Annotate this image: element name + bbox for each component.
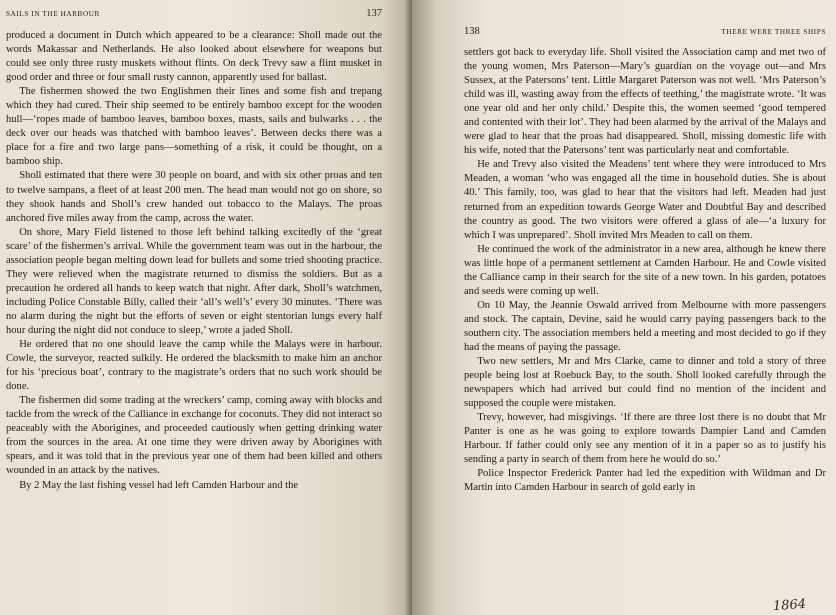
paragraph: He and Trevy also visited the Meadens’ tent where they were introduced to Mrs Meaden, a woman ‘who was engaged all the time in household duties. She is about 40.’ This family, too, was glad to hear that the visitors had left. Meaden had just returned from an expedition towards George Water and Doubtful Bay and described the country as good. The two visitors were offered a glass of ale—‘a luxury for which I was unprepared’. Sholl invited Mrs Meaden to call on them. bbox=[464, 159, 826, 241]
paragraph: settlers got back to everyday life. Sholl visited the Association camp and met two of the young women, Mrs Paterson—Mary’s guardian on the voyage out—and Mrs Sussex, at the Patersons’ tent. Little Margaret Paterson was not well. ‘Mrs Paterson’s child was ill, wasting away from the effects of teething,’ the magistrate wrote. ‘It was one year old and her only child.’ Despite this, the women seemed ‘good tempered and contented with their lot’. They had been alarmed by the arrival of the Malays and were glad to hear that the proas had disappeared. Sholl, missing domestic life with his wife, noted that the Patersons’ tent was particularly neat and comfortable. bbox=[464, 47, 826, 157]
paragraph: Sholl estimated that there were 30 people on board, and with six other proas and ten to twelve sampans, a fleet of at least 200 men. The head man would not go on shore, so they shook hands and Sholl’s crew handed out tobacco to the Malays. The proas anchored five miles away from the camp, across the water. bbox=[6, 170, 382, 224]
paragraph: The fishermen showed the two Englishmen their lines and some fish and trepang which they had cured. Their ship seemed to be entirely bamboo except for the wooden hull—‘ropes made of bamboo leaves, bamboo boxes, masts, sails and bulwarks . . . the deck over our heads was thatched with bamboo leaves’. Between decks there was a place for a fire and two large pans—something of a risk, it could be thought, on a bamboo ship. bbox=[6, 86, 382, 168]
right-page-number: 138 bbox=[464, 26, 480, 37]
paragraph: He continued the work of the administrator in a new area, although he knew there was little hope of a permanent settlement at Camden Harbour. He and Cowle visited the Calliance camp in their search for the site of a new town. In his garden, potatoes and seeds were coming up well. bbox=[464, 243, 826, 297]
left-body-text bbox=[6, 29, 382, 493]
left-running-head: SAILS IN THE HARBOUR bbox=[6, 10, 100, 18]
left-page bbox=[0, 0, 412, 615]
paragraph: By 2 May the last fishing vessel had left Camden Harbour and the bbox=[19, 479, 299, 491]
right-page bbox=[412, 0, 836, 615]
left-running-header bbox=[6, 8, 382, 26]
paragraph: produced a document in Dutch which appeared to be a clearance: Sholl made out the words Makassar and Netherlands. He also looked about elsewhere for weapons but could see only three rusty muskets without flints. On deck Trevy saw a flint musket in good order and three or four small rusty cannon, apparently used for ballast. bbox=[6, 30, 382, 84]
paragraph: He ordered that no one should leave the camp while the Malays were in harbour. Cowle, the surveyor, reacted sulkily. He ordered the blacksmith to make him an anchor for his ‘precious boat’, contrary to the magistrate’s orders that no such work should be done. bbox=[6, 339, 382, 393]
right-running-head: THERE WERE THREE SHIPS bbox=[721, 28, 826, 36]
right-running-header bbox=[464, 8, 826, 37]
paragraph: On 10 May, the Jeannie Oswald arrived from Melbourne with more passengers and stock. The captain, Devine, said he would carry paying passengers back to the southern city. The association members held a meeting and most decided to go if they had the means of paying the passage. bbox=[464, 299, 826, 353]
paragraph: On shore, Mary Field listened to those left behind talking excitedly of the ‘great scare’ of the fishermen’s arrival. While the government team was out in the harbour, the association people began melting down lead for bullets and some tried shooting practice. They were relieved when the magistrate returned to dismiss the soldiers. But as a precaution he ordered all hands to keep watch that night. After dark, Sholl’s watchmen, including Police Constable Billy, called their ‘all’s well’s’ every 30 minutes. ‘There was no alarm during the night but the efforts of seven or eight stentorian lungs every half hour during the night did not conduce to sleep,’ wrote a jaded Sholl. bbox=[6, 226, 382, 336]
paragraph: Two new settlers, Mr and Mrs Clarke, came to dinner and told a story of three people being lost at Roebuck Bay, to the south. Sholl looked carefully through the newspapers which had arrived but could find no mention of the incident and supposed the couple were mistaken. bbox=[464, 356, 826, 410]
left-page-number: 137 bbox=[366, 8, 382, 19]
paragraph: The fishermen did some trading at the wreckers’ camp, coming away with blocks and tackle from the wreck of the Calliance in exchange for coconuts. They did not interact so peaceably with the Aborigines, and proceeded cautiously when getting drinking water from the sources in the area. At one time they were driven away by Aborigines with spears, and it was told that in the previous year one of them had been killed and others wounded in an attack by the natives. bbox=[6, 395, 382, 477]
paragraph: Trevy, however, had misgivings. ‘If there are three lost there is no doubt that Mr Panter is one as he was going to explore towards Dampier Land and Camden Harbour. If father could only see any mention of it in a paper so as to justify his sending a party in search of them from here he would do so.’ bbox=[464, 412, 826, 466]
handwritten-annotation: 1864 bbox=[772, 596, 807, 615]
right-body-text bbox=[464, 46, 826, 496]
paragraph: Police Inspector Frederick Panter had led the expedition with Wildman and Dr Martin into Camden Harbour in search of gold early in bbox=[464, 468, 826, 494]
